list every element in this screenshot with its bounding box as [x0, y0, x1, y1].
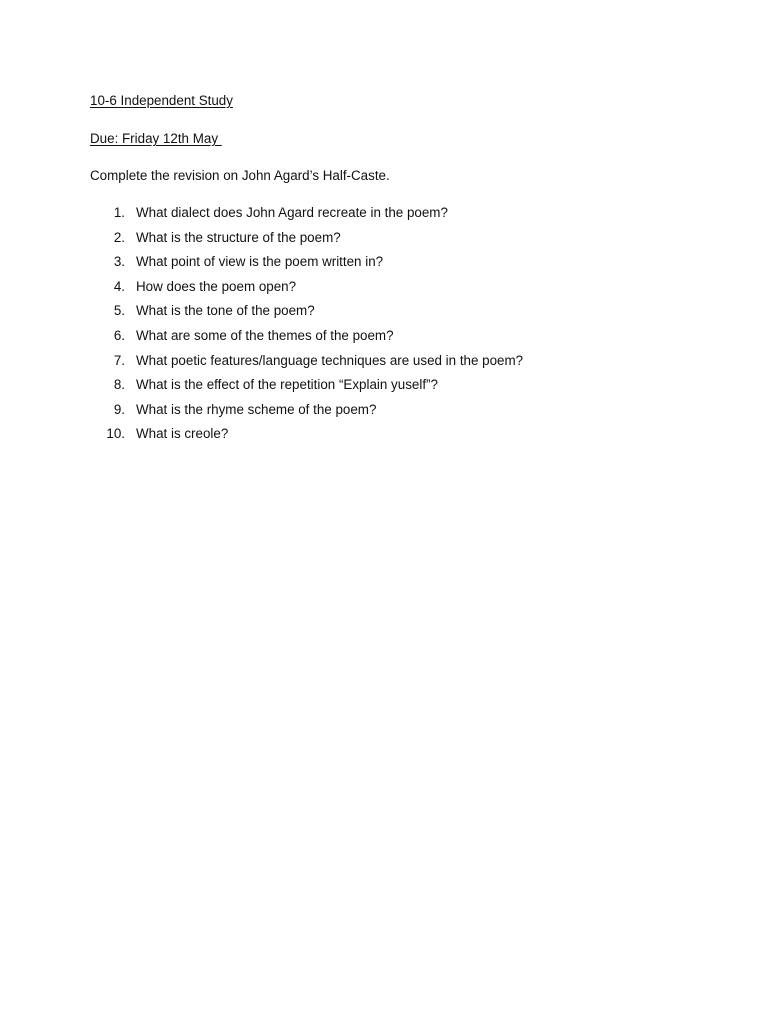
question-item: [0, 377, 768, 402]
question-number: 1.: [113, 205, 125, 220]
question-text: What are some of the themes of the poem?: [136, 327, 394, 343]
question-text: What is creole?: [136, 426, 229, 442]
question-number: 10.: [106, 426, 125, 442]
question-text: What dialect does John Agard recreate in the poem?: [136, 205, 448, 220]
question-item: [0, 353, 768, 378]
document-title: 10-6 Independent Study: [90, 93, 233, 108]
question-item: [0, 303, 768, 328]
question-item: [0, 426, 768, 451]
question-item: [0, 328, 768, 353]
question-item: [0, 254, 768, 279]
question-number: 3.: [113, 254, 125, 270]
question-text: What is the tone of the poem?: [136, 303, 315, 319]
question-item: [0, 402, 768, 427]
question-number: 4.: [113, 278, 125, 294]
question-text: What point of view is the poem written in?: [136, 254, 384, 270]
question-number: 2.: [113, 229, 125, 245]
question-number: 6.: [113, 327, 125, 343]
question-text: How does the poem open?: [136, 278, 297, 294]
question-number: 9.: [113, 401, 125, 417]
question-text: What is the rhyme scheme of the poem?: [136, 401, 377, 417]
question-number: 8.: [113, 377, 125, 393]
question-number: 7.: [113, 352, 125, 368]
question-item: [0, 230, 768, 255]
intro-text: Complete the revision on John Agard’s Half-Caste.: [90, 168, 390, 183]
question-text: What poetic features/language techniques are used in the poem?: [136, 352, 524, 368]
question-item: [0, 279, 768, 304]
due-date: Due: Friday 12th May: [90, 131, 222, 146]
question-number: 5.: [113, 303, 125, 319]
question-item: [0, 205, 768, 230]
question-text: What is the effect of the repetition “Explain yuself”?: [136, 377, 438, 393]
question-text: What is the structure of the poem?: [136, 229, 341, 245]
question-list: [0, 205, 768, 451]
